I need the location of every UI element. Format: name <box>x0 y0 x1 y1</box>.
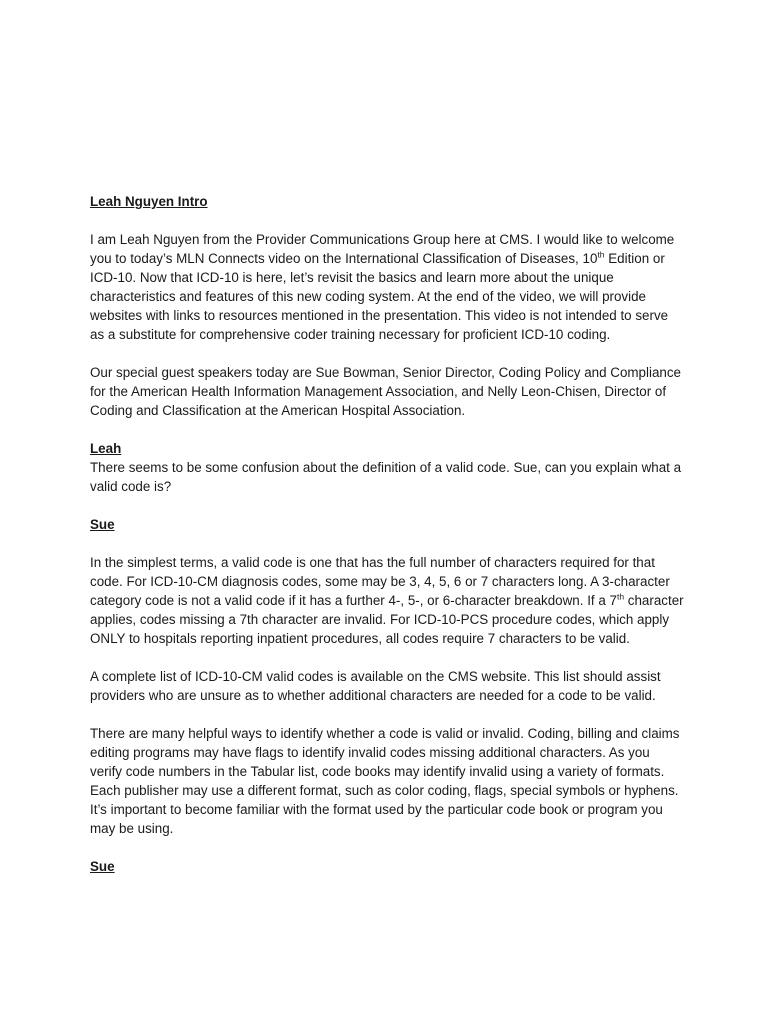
sue-paragraph-valid-code <box>90 553 685 648</box>
speaker-label-leah: Leah <box>90 441 122 456</box>
intro-paragraph <box>90 230 685 344</box>
spacer <box>90 420 685 439</box>
spacer <box>90 648 685 667</box>
speaker-label-sue: Sue <box>90 517 115 532</box>
spacer <box>90 534 685 553</box>
spacer <box>90 838 685 857</box>
intro-text-part1: I am Leah Nguyen from the Provider Communications Group here at CMS. I would like to welcome you to today’s MLN Connects video on the International Classification of Diseases, 10 <box>90 232 675 266</box>
sue-superscript: th <box>616 591 625 602</box>
sue-paragraph-code-list: A complete list of ICD-10-CM valid codes is available on the CMS website. This list should assist providers who are unsure as to whether additional characters are needed for a code to be valid. <box>90 669 661 703</box>
intro-text-part2: Edition or ICD-10. Now that ICD-10 is here, let’s revisit the basics and learn more about the unique characteristics and features of this new coding system. At the end of the video, we will provide websites with links to resources mentioned in the presentation. This video is not intended to serve as a substitute for comprehensive coder training necessary for proficient ICD-10 coding. <box>90 251 669 342</box>
intro-superscript: th <box>597 249 605 260</box>
spacer <box>90 344 685 363</box>
sue-text-part2: character applies, codes missing a 7th character are invalid. For ICD-10-PCS procedure codes, which apply ONLY to hospitals reporting inpatient procedures, all codes require 7 characters to be valid. <box>90 593 684 646</box>
leah-question: There seems to be some confusion about the definition of a valid code. Sue, can you explain what a valid code is? <box>90 460 682 494</box>
document-page <box>90 192 685 876</box>
sue-text-part1: In the simplest terms, a valid code is one that has the full number of characters required for that code. For ICD-10-CM diagnosis codes, some may be 3, 4, 5, 6 or 7 characters long. A 3-character category code is not a valid code if it has a further 4-, 5-, or 6-character breakdown. If a 7 <box>90 555 670 608</box>
guests-paragraph: Our special guest speakers today are Sue Bowman, Senior Director, Coding Policy and Compliance for the American Health Information Management Association, and Nelly Leon-Chisen, Director of Coding and Classification at the American Hospital Association. <box>90 365 681 418</box>
sue-paragraph-identify: There are many helpful ways to identify whether a code is valid or invalid. Coding, billing and claims editing programs may have flags to identify invalid codes missing additional characters. As you verify code numbers in the Tabular list, code books may identify invalid using a variety of formats. Each publisher may use a different format, such as color coding, flags, special symbols or hyphens. It’s important to become familiar with the format used by the particular code book or program you may be using. <box>90 726 680 836</box>
spacer <box>90 211 685 230</box>
speaker-label-sue-2: Sue <box>90 859 115 874</box>
document-title: Leah Nguyen Intro <box>90 194 208 209</box>
spacer <box>90 705 685 724</box>
spacer <box>90 496 685 515</box>
